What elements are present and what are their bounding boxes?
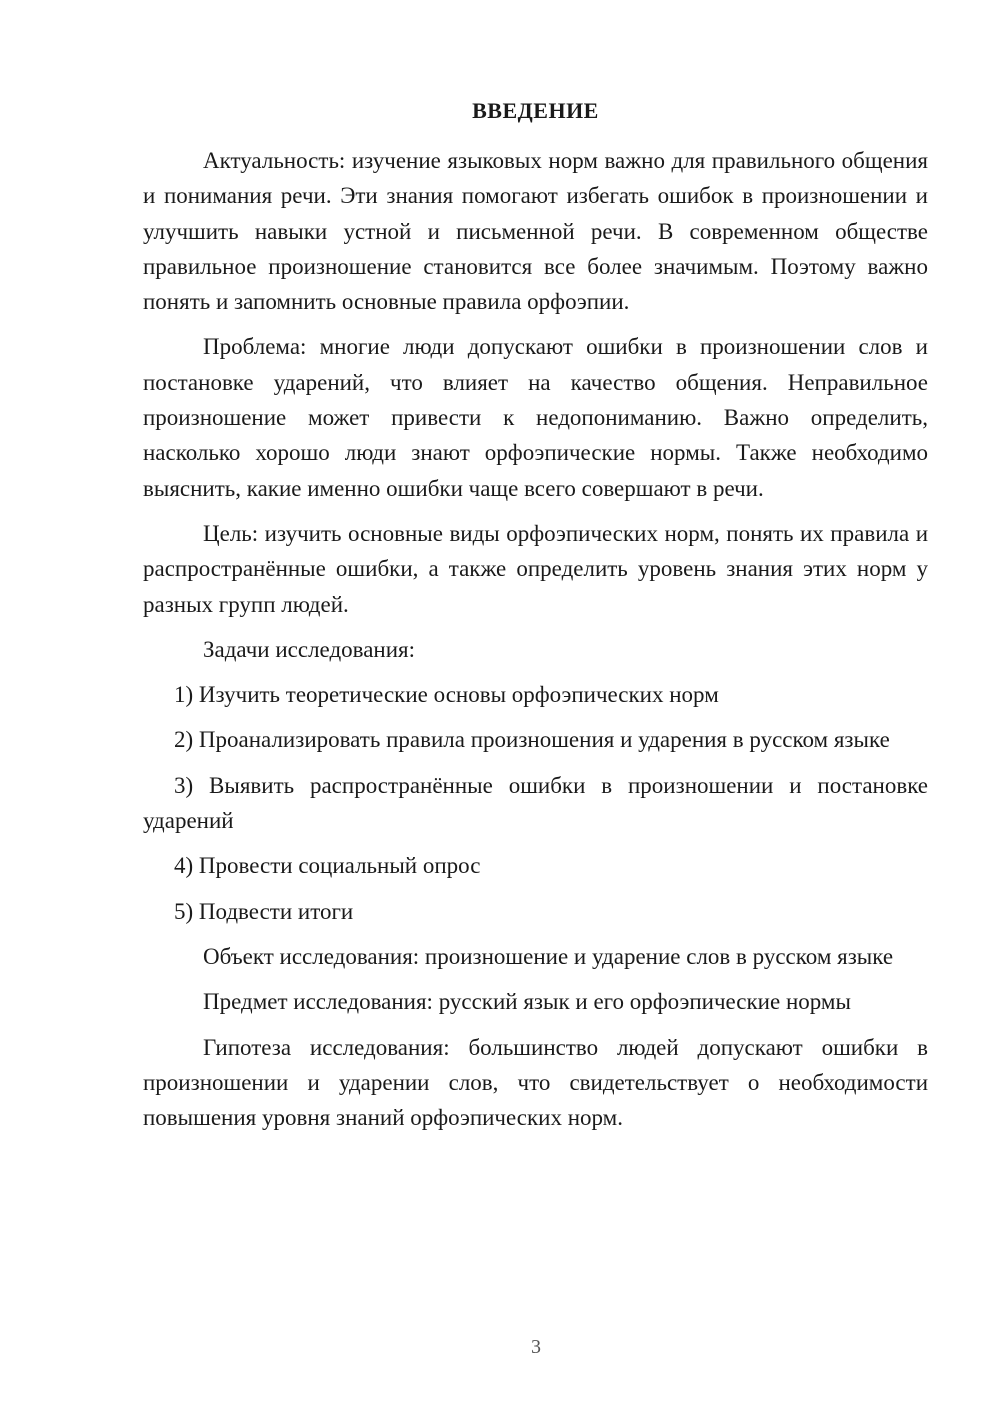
tasks-heading: Задачи исследования: xyxy=(203,636,416,662)
task-item-3: 3) Выявить распространённые ошибки в произношении и постановке ударений xyxy=(143,772,928,834)
document-body xyxy=(143,143,928,1145)
goal-paragraph: Цель: изучить основные виды орфоэпических норм, понять их правила и распространённые ошибки, а также определить уровень знания этих норм у разных групп людей. xyxy=(143,520,928,617)
relevance-paragraph: Актуальность: изучение языковых норм важно для правильного общения и понимания речи. Эти знания помогают избегать ошибок в произношении и улучшить навыки устной и письменной речи. В современном обществе правильное произношение становится все более значимым. Поэтому важно понять и запомнить основные правила орфоэпии. xyxy=(143,148,928,315)
problem-paragraph: Проблема: многие люди допускают ошибки в произношении слов и постановке ударений, что влияет на качество общения. Неправильное произношение может привести к недопониманию. Важно определить, насколько хорошо люди знают орфоэпические нормы. Также необходимо выяснить, какие именно ошибки чаще всего совершают в речи. xyxy=(143,334,928,501)
task-item-5: 5) Подвести итоги xyxy=(174,898,354,924)
object-paragraph: Объект исследования: произношение и ударение слов в русском языке xyxy=(203,943,894,969)
section-title: ВВЕДЕНИЕ xyxy=(472,98,599,123)
task-item-1: 1) Изучить теоретические основы орфоэпических норм xyxy=(174,682,719,708)
task-item-2: 2) Проанализировать правила произношения и ударения в русском языке xyxy=(174,727,890,753)
page-number: 3 xyxy=(531,1336,541,1358)
subject-paragraph: Предмет исследования: русский язык и его орфоэпические нормы xyxy=(203,989,851,1015)
hypothesis-paragraph: Гипотеза исследования: большинство людей допускают ошибки в произношении и ударении слов, что свидетельствует о необходимости повышения уровня знаний орфоэпических норм. xyxy=(143,1034,928,1131)
task-item-4: 4) Провести социальный опрос xyxy=(174,853,481,879)
